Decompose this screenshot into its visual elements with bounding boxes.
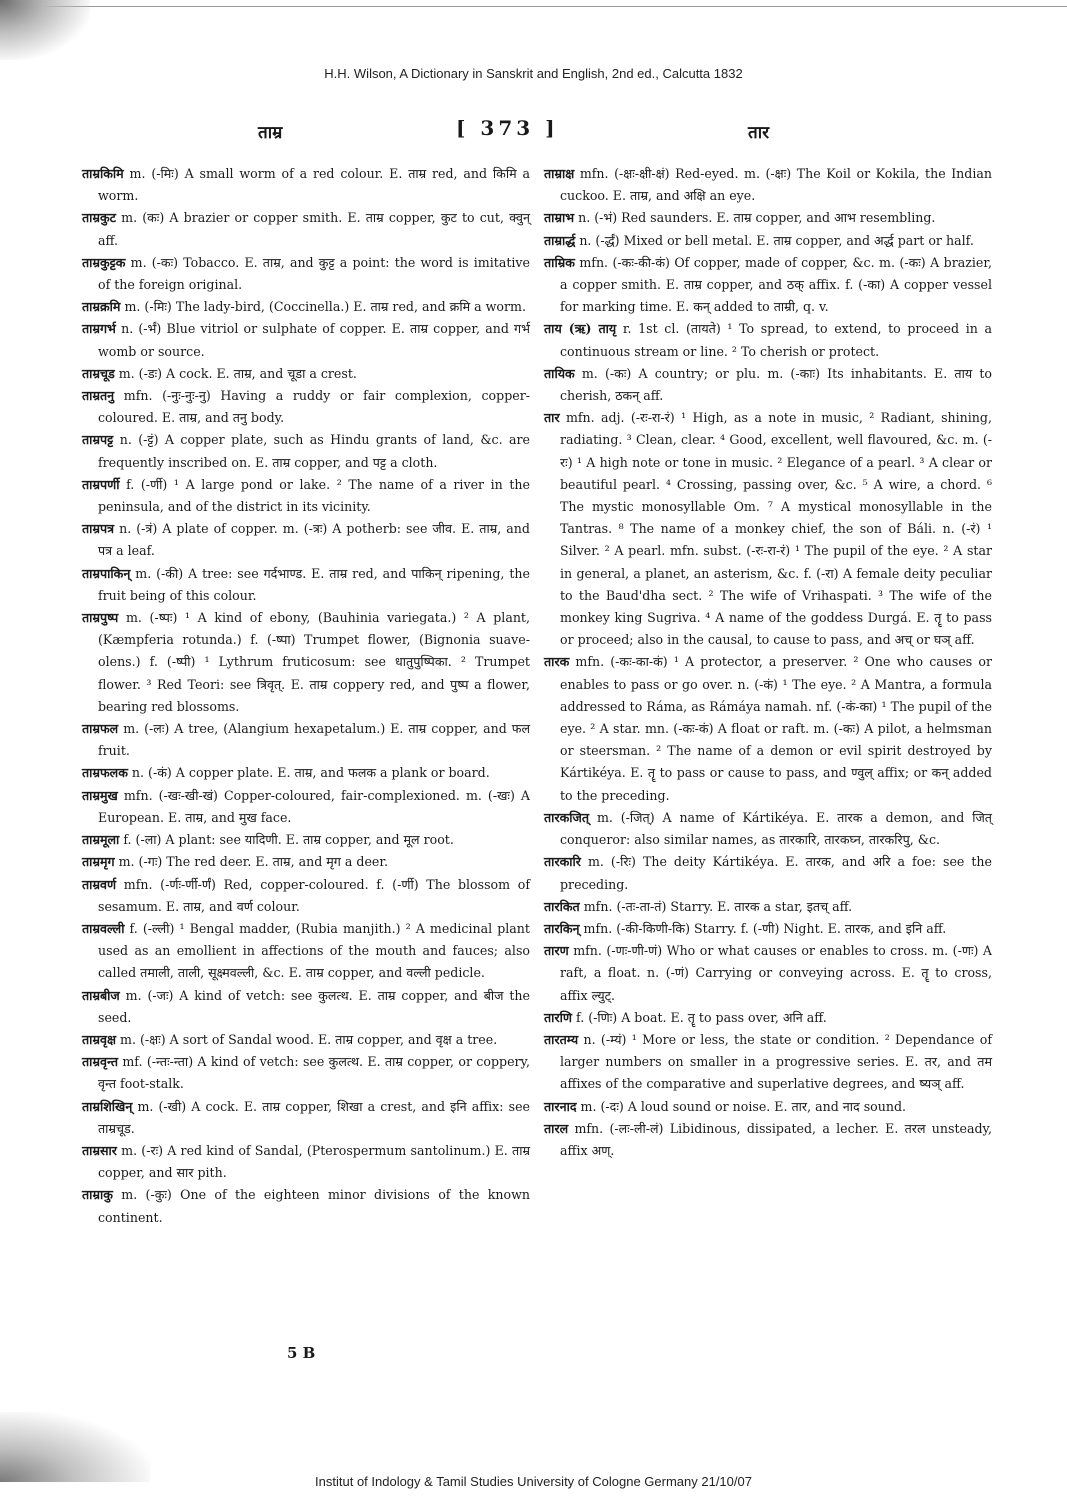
dictionary-entry [82,607,530,718]
dictionary-entry [82,1096,530,1140]
entry-definition: m. (-लः) A tree, (Alangium hexapetalum.) E. ताम्र copper, and फल fruit. [98,721,530,759]
entry-definition: m. (-जः) A kind of vetch: see कुलत्थ. E. ताम्र copper, and बीज the seed. [98,987,530,1025]
dictionary-entry [82,163,530,207]
entry-definition: m. (-रः) A red kind of Sandal, (Pterospermum santolinum.) E. ताम्र copper, and सार pith. [98,1142,530,1181]
entry-headword: तारणि [544,1009,572,1025]
entry-definition: mfn. (-खः-खी-खं) Copper-coloured, fair-complexioned. m. (-खः) A European. E. ताम्र, and मुख face. [98,787,530,825]
entry-definition: m. (-गः) The red deer. E. ताम्र, and मृग a deer. [118,854,388,870]
entry-headword: ताम्रपाकिन् [82,565,131,581]
entry-headword: तारकित [544,898,580,914]
scan-shadow [0,1412,150,1482]
dictionary-entry [544,851,992,895]
dictionary-entry [82,1029,530,1051]
entry-definition: m. (-डः) A cock. E. ताम्र, and चूडा a crest. [118,365,357,381]
dictionary-entry [544,1096,992,1118]
dictionary-entry [82,385,530,429]
page-footer: Institut of Indology & Tamil Studies University of Cologne Germany 21/10/07 [315,1474,752,1489]
dictionary-entry [82,918,530,985]
entry-definition: m. (-कः) A country; or plu. m. (-काः) Its inhabitants. E. ताय to cherish, ठकन् aff. [560,365,992,404]
dictionary-entry [82,851,530,873]
entry-headword: ताम्रचूड [82,365,115,381]
entry-headword: ताम्रबीज [82,987,120,1003]
entry-definition: f. (-ल्ली) ¹ Bengal madder, (Rubia manjith.) ² A medicinal plant used as an emollient in affections of the mouth and fauces; also called तमाली, ताली, सूक्ष्मवल्ली, &c. E. ताम्र copper, and वल्ली pedicle. [98,920,530,981]
entry-definition: n. (-र्द्धं) Mixed or bell metal. E. ताम्र copper, and अर्द्ध part or half. [579,232,974,248]
entry-headword: ताम्रफल [82,721,119,737]
running-head-left: ताम्र [258,123,283,143]
entry-definition: m. (-मिः) A small worm of a red colour. E. ताम्र red, and किमि a worm. [98,166,530,204]
dictionary-entry [544,207,992,229]
scan-shadow [0,0,90,60]
entry-definition: mfn. (-की-किणी-कि) Starry. f. (-णी) Night. E. तारक, and इनि aff. [583,920,947,936]
entry-headword: ताम्रतनु [82,388,115,404]
dictionary-entry [544,1007,992,1029]
left-column [82,163,530,1229]
entry-headword: तार [544,410,560,426]
entry-headword: ताम्रक्रमि [82,299,121,315]
dictionary-entry [544,1029,992,1096]
running-head [0,116,1067,146]
dictionary-entry [544,940,992,1007]
dictionary-entry [82,1140,530,1184]
dictionary-entry [544,363,992,407]
entry-headword: ताम्रपर्णी [82,476,120,492]
entry-definition: mfn. (-णः-णी-णं) Who or what causes or enables to cross. m. (-णः) A raft, a float. n. (-णं) Carrying or conveying across. E. तॄ to cross, affix ल्युट्. [560,943,992,1003]
entry-headword: ताम्रगर्भ [82,321,116,337]
dictionary-entry [82,563,530,607]
dictionary-entry [82,762,530,784]
entry-headword: ताय (ऋ) तायृ [544,321,617,337]
entry-definition: n. (-भं) Red saunders. E. ताम्र copper, and आभ resembling. [578,210,936,226]
entry-definition: n. (-र्भं) Blue vitriol or sulphate of copper. E. ताम्र copper, and गर्भ womb or source. [98,321,530,359]
entry-definition: m. (-मिः) The lady-bird, (Coccinella.) E. ताम्र red, and क्रमि a worm. [124,299,526,315]
entry-headword: ताम्रवृन्त [82,1054,119,1070]
dictionary-entry [544,407,992,651]
entry-headword: ताम्रसार [82,1142,117,1158]
page-number: [ 373 ] [456,116,559,140]
entry-definition: mfn. (-कः-की-कं) Of copper, made of copper, &c. m. (-कः) A brazier, a copper smith. E. ताम्र copper, and ठक् affix. f. (-का) A copper vessel for marking time. E. कन् added to ताम्री, q. v. [560,254,992,315]
entry-definition: m. (-दः) A loud sound or noise. E. तार, and नाद sound. [580,1098,907,1114]
entry-headword: ताम्राभ [544,210,575,226]
entry-headword: ताम्रवल्ली [82,920,125,936]
page-header: H.H. Wilson, A Dictionary in Sanskrit and English, 2nd ed., Calcutta 1832 [324,66,743,81]
dictionary-entry [82,1184,530,1228]
entry-definition: m. (-ष्पः) ¹ A kind of ebony, (Bauhinia variegata.) ² A plant, (Kæmpferia rotunda.) f. (-ष्पा) Trumpet flower, (Bignonia suave-olens.) f. (-ष्पी) ¹ Lythrum fruticosum: see धातुपुष्पिका. ² Trumpet flower. ³ Red Teori: see त्रिवृत्. E. ताम्र coppery red, and पुष्प a flower, bearing red blossoms. [98,610,530,714]
entry-headword: ताम्रिक [544,254,575,270]
entry-definition: mf. (-न्तः-न्ता) A kind of vetch: see कुलत्थ. E. ताम्र copper, or coppery, वृन्त foot-stalk. [98,1054,530,1092]
dictionary-entry [82,718,530,762]
entry-definition: m. (कः) A brazier or copper smith. E. ताम्र copper, कुट to cut, क्वुन् aff. [98,210,530,248]
dictionary-entry [82,874,530,918]
entry-definition: m. (-खी) A cock. E. ताम्र copper, शिखा a crest, and इनि affix: see ताम्रचूड. [98,1098,530,1136]
dictionary-entry [82,318,530,362]
running-head-right: तार [748,123,770,143]
dictionary-entry [544,1118,992,1162]
entry-headword: ताम्रफलक [82,765,128,781]
dictionary-entry [82,252,530,296]
entry-headword: ताम्रपुष्प [82,610,119,626]
entry-definition: mfn. (-क्षः-क्षी-क्षं) Red-eyed. m. (-क्षः) The Koil or Kokila, the Indian cuckoo. E. ताम्र, and अक्षि an eye. [560,166,993,204]
entry-definition: n. (-त्रं) A plate of copper. m. (-त्रः) A potherb: see जीव. E. ताम्र, and पत्र a leaf. [98,521,530,559]
dictionary-entry [544,318,992,362]
entry-headword: तारकिन् [544,920,580,936]
right-column [544,163,992,1162]
entry-headword: ताम्रमूला [82,832,120,848]
entry-headword: तारकारि [544,854,581,870]
entry-headword: ताम्रमुख [82,787,118,803]
dictionary-entry [82,518,530,562]
entry-definition: m. (-की) A tree: see गर्दभाण्ड. E. ताम्र red, and पाकिन् ripening, the fruit being of this colour. [98,565,530,603]
entry-headword: ताम्रवर्ण [82,876,117,892]
entry-headword: ताम्रकुट [82,210,116,226]
entry-headword: तारण [544,943,569,959]
entry-definition: r. 1st cl. (तायते) ¹ To spread, to extend, to proceed in a continuous stream or line. ² To cherish or protect. [560,321,992,359]
dictionary-entry [82,207,530,251]
entry-definition: n. (-कं) A copper plate. E. ताम्र, and फलक a plank or board. [131,765,490,781]
entry-headword: ताम्रकिमि [82,166,124,181]
dictionary-entry [82,985,530,1029]
dictionary-entry [82,363,530,385]
entry-definition: mfn. (-नुः-नुः-नु) Having a ruddy or fair complexion, copper-coloured. E. ताम्र, and तनु body. [98,388,530,426]
dictionary-entry [544,230,992,252]
dictionary-entry [544,252,992,319]
dictionary-entry [82,785,530,829]
entry-definition: m. (-कः) Tobacco. E. ताम्र, and कुट्ट a point: the word is imitative of the foreign original. [98,254,530,293]
entry-headword: तारल [544,1120,569,1136]
dictionary-entry [82,1051,530,1095]
entry-headword: तारक [544,654,570,670]
entry-definition: mfn. (-तः-ता-तं) Starry. E. तारक a star, इतच् aff. [583,898,853,914]
dictionary-entry [544,807,992,851]
entry-headword: ताम्रपत्र [82,521,115,537]
scan-edge [0,6,1067,7]
dictionary-entry [82,296,530,318]
entry-definition: mfn. (-कः-का-कं) ¹ A protector, a preserver. ² One who causes or enables to pass or go over. n. (-कं) ¹ The eye. ² A Mantra, a formula addressed to Ráma, as Rámáya namah. nf. (-कं-का) ¹ The pupil of the eye. ² A star. mn. (-कः-कं) A float or raft. m. (-कः) A pilot, a helmsman or steersman. ² The name of a demon or evil spirit destroyed by Kártikéya. E. तॄ to pass or cause to pass, and ण्वुल् affix; or कन् added to the preceding. [560,654,992,803]
dictionary-entry [82,429,530,473]
entry-definition: m. (-कुः) One of the eighteen minor divisions of the known continent. [98,1187,530,1225]
entry-headword: ताम्रकुट्टक [82,254,126,270]
entry-headword: ताम्रार्द्ध [544,232,576,248]
dictionary-entry [544,896,992,918]
entry-headword: ताम्राक्ष [544,166,575,181]
entry-definition: mfn. (-र्णः-र्णी-र्णं) Red, copper-coloured. f. (-र्णी) The blossom of sesamum. E. ताम्र, and वर्ण colour. [98,876,530,914]
entry-definition: n. (-ट्टं) A copper plate, such as Hindu grants of land, &c. are frequently inscribed on. E. ताम्र copper, and पट्ट a cloth. [98,432,530,470]
dictionary-entry [82,829,530,851]
dictionary-entry [82,474,530,518]
entry-definition: f. (-ला) A plant: see यादिणी. E. ताम्र copper, and मूल root. [123,832,454,848]
entry-headword: तायिक [544,365,575,381]
entry-headword: ताम्राकु [82,1187,113,1203]
entry-headword: ताम्रमृग [82,854,115,870]
dictionary-entry [544,918,992,940]
entry-headword: तारतम्य [544,1031,579,1047]
entry-definition: m. (-रिः) The deity Kártikéya. E. तारक, and अरि a foe: see the preceding. [560,854,992,892]
entry-headword: ताम्रपट्ट [82,432,114,448]
signature-mark: 5 B [287,1344,316,1362]
entry-headword: ताम्रवृक्ष [82,1031,117,1047]
entry-headword: ताम्रशिखिन् [82,1098,133,1114]
entry-definition: f. (-णिः) A boat. E. तॄ to pass over, अनि aff. [575,1009,827,1025]
entry-headword: तारकजित् [544,809,590,825]
dictionary-entry [544,163,992,207]
entry-headword: तारनाद [544,1098,577,1114]
entry-definition: mfn. adj. (-रः-रा-रं) ¹ High, as a note in music, ² Radiant, shining, radiating. ³ Clean, clear. ⁴ Good, excellent, well flavoured, &c. m. (-रः) ¹ A high note or tone in music. ² Elegance of a pearl. ³ A clear or beautiful pearl. ⁴ Crossing, passing over, &c. ⁵ A wire, a chord. ⁶ The mystic monosyllable Om. ⁷ A mystical monosyllable in the Tantras. ⁸ The name of a monkey chief, the son of Báli. n. (-रं) ¹ Silver. ² A pearl. mfn. subst. (-रः-रा-रं) ¹ The pupil of the eye. ² A star in general, a planet, an asterism, &c. f. (-रा) A female deity peculiar to the Baud'dha sect. ² The wife of Vrihaspati. ³ The wife of the monkey king Sugriva. ⁴ A name of the goddess Durgá. E. तॄ to pass or proceed; also in the causal, to cause to pass, and अच् or घञ् aff. [560,410,992,648]
entry-definition: n. (-म्यं) ¹ More or less, the state or condition. ² Dependance of larger numbers on smaller in a progressive series. E. तर, and तम affixes of the comparative and superlative degrees, and ष्यञ् aff. [560,1031,992,1092]
entry-definition: m. (-जित्) A name of Kártikéya. E. तारक a demon, and जित् conqueror: also similar names, as तारकारि, तारकघ्न, तारकरिपु, &c. [560,809,992,848]
dictionary-entry [544,651,992,806]
entry-definition: m. (-क्षः) A sort of Sandal wood. E. ताम्र copper, and वृक्ष a tree. [120,1031,498,1047]
entry-definition: mfn. (-लः-ली-लं) Libidinous, dissipated, a lecher. E. तरल unsteady, affix अण्. [560,1120,992,1158]
entry-definition: f. (-र्णी) ¹ A large pond or lake. ² The name of a river in the peninsula, and of the district in its vicinity. [98,476,530,515]
